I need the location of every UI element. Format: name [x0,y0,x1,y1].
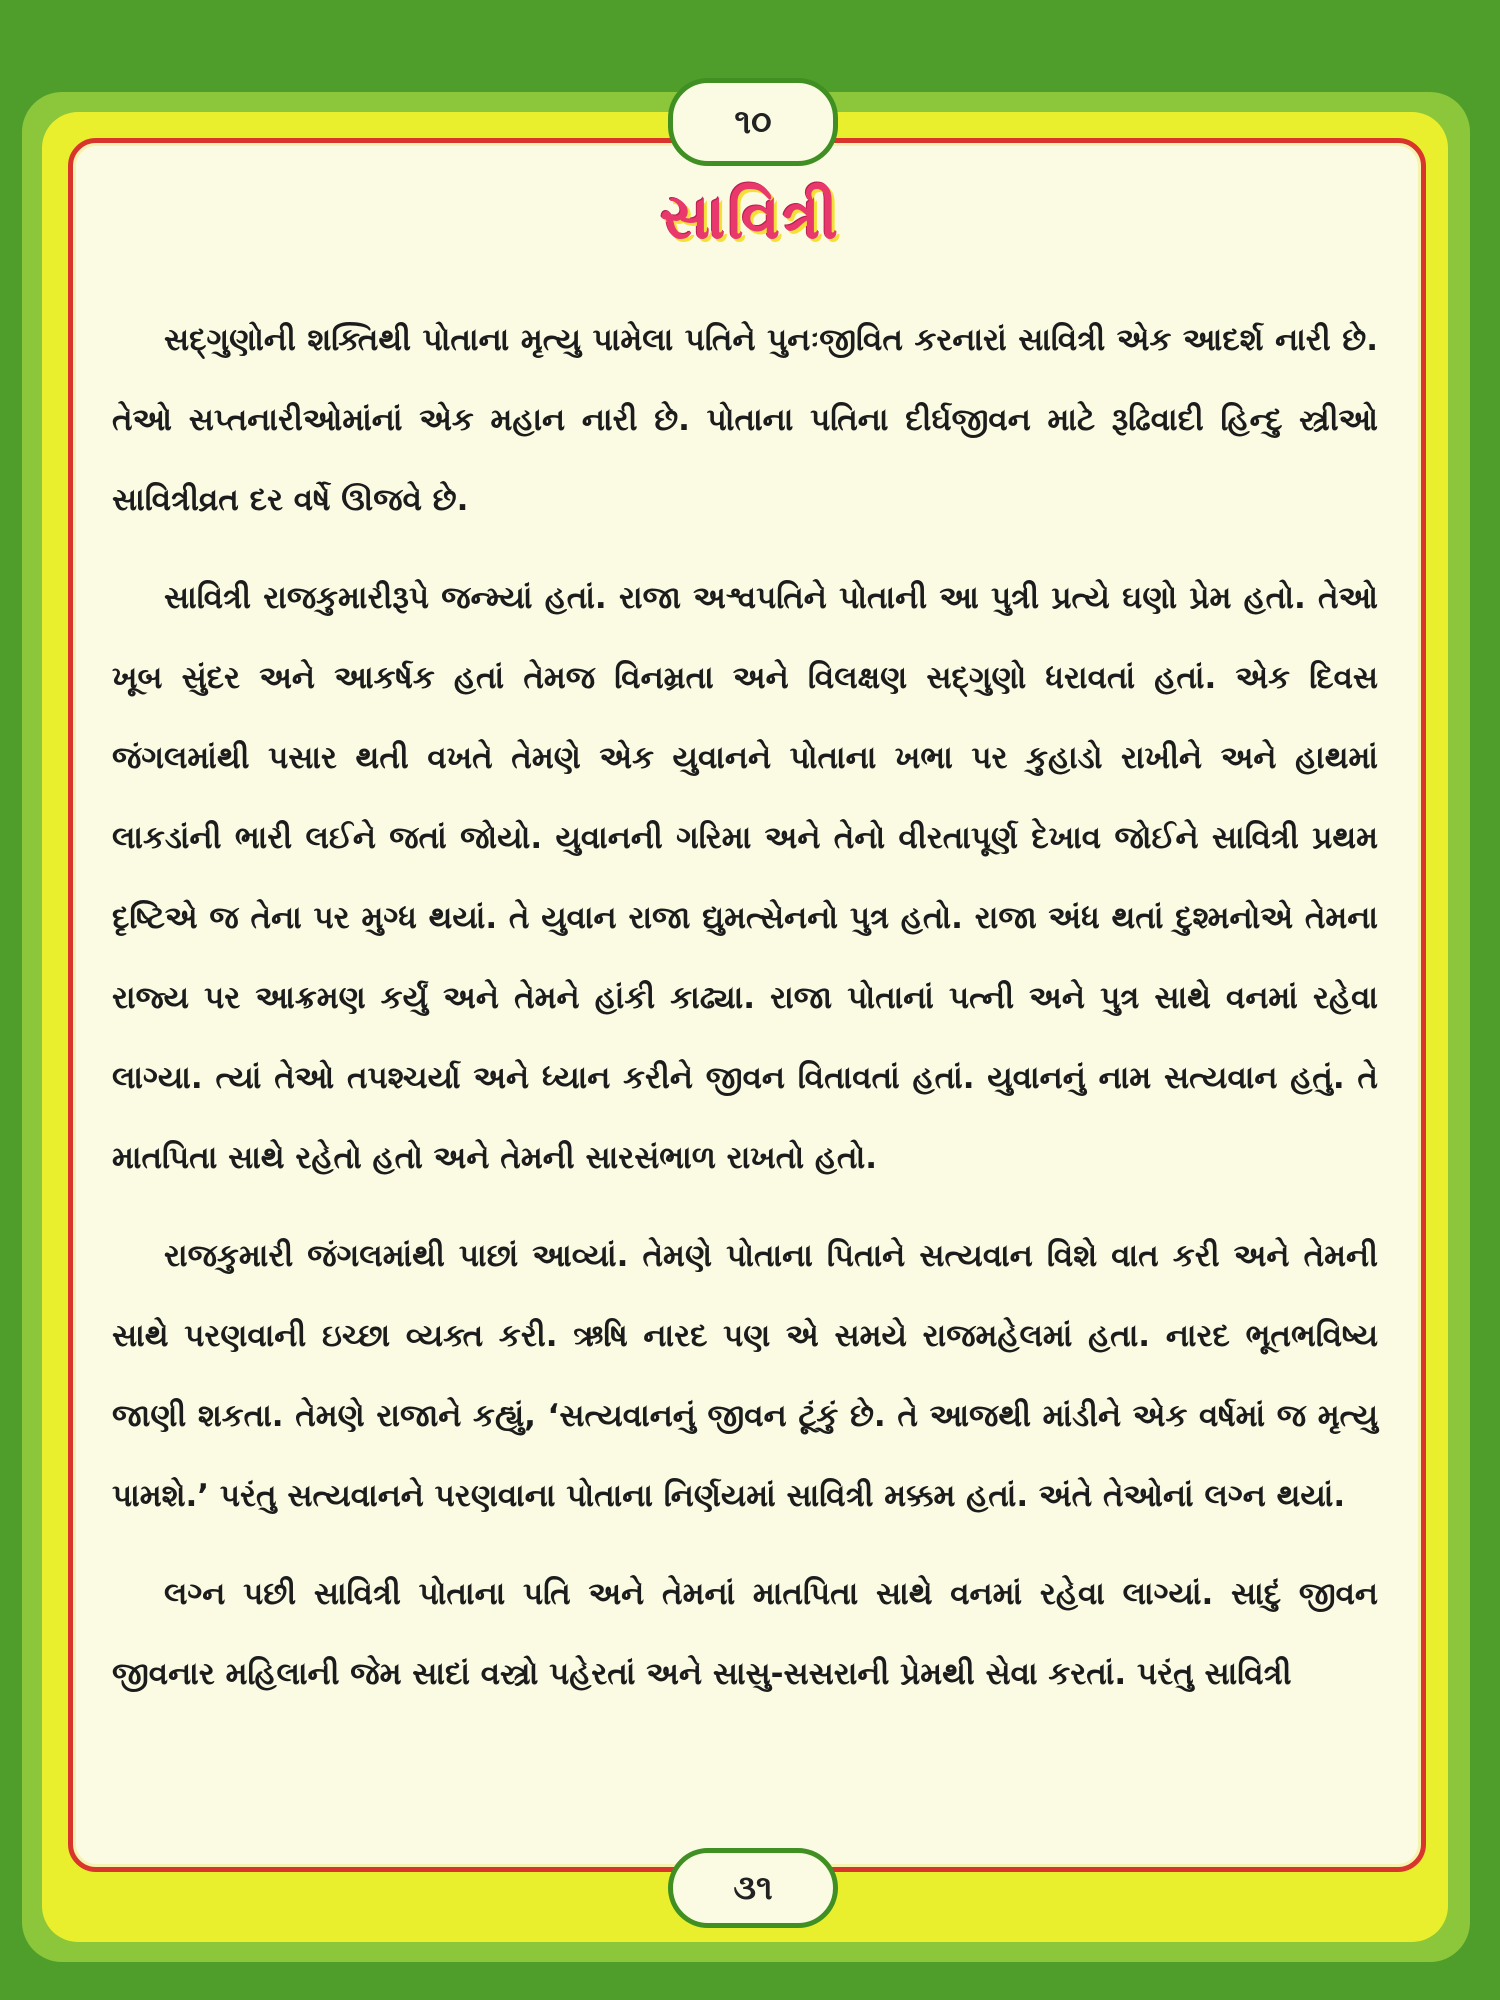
page-title: સાવિત્રી [660,180,840,253]
chapter-number-badge: ૧૦ [668,78,838,166]
paragraph-4: લગ્ન પછી સાવિત્રી પોતાના પતિ અને તેમનાં માતપિતા સાથે વનમાં રહેવા લાગ્યાં. સાદું જીવન જીવનાર મહિલાની જેમ સાદાં વસ્ત્રો પહેરતાં અને સાસુ-સસરાની પ્રેમથી સેવા કરતાં. પરંતુ સાવિત્રી [112,1576,1378,1692]
article-body [112,300,1378,1732]
page-number-badge: ૩૧ [668,1848,838,1928]
paragraph-2: સાવિત્રી રાજકુમારીરૂપે જન્મ્યાં હતાં. રાજા અશ્વપતિને પોતાની આ પુત્રી પ્રત્યે ઘણો પ્રેમ હતો. તેઓ ખૂબ સુંદર અને આકર્ષક હતાં તેમજ વિનમ્રતા અને વિલક્ષણ સદ્ગુણો ધરાવતાં હતાં. એક દિવસ જંગલમાંથી પસાર થતી વખતે તેમણે એક યુવાનને પોતાના ખભા પર કુહાડો રાખીને અને હાથમાં લાકડાંની ભારી લઈને જતાં જોયો. યુવાનની ગરિમા અને તેનો વીરતાપૂર્ણ દેખાવ જોઈને સાવિત્રી પ્રથમ દૃષ્ટિએ જ તેના પર મુગ્ધ થયાં. તે યુવાન રાજા દ્યુમત્સેનનો પુત્ર હતો. રાજા અંધ થતાં દુશ્મનોએ તેમના રાજ્ય પર આક્રમણ કર્યું અને તેમને હાંકી કાઢ્યા. રાજા પોતાનાં પત્ની અને પુત્ર સાથે વનમાં રહેવા લાગ્યા. ત્યાં તેઓ તપશ્ચર્યા અને ધ્યાન કરીને જીવન વિતાવતાં હતાં. યુવાનનું નામ સત્યવાન હતું. તે માતપિતા સાથે રહેતો હતો અને તેમની સારસંભાળ રાખતો હતો. [112,580,1378,1176]
paragraph-1: સદ્ગુણોની શક્તિથી પોતાના મૃત્યુ પામેલા પતિને પુનઃજીવિત કરનારાં સાવિત્રી એક આદર્શ નારી છે. તેઓ સપ્તનારીઓમાંનાં એક મહાન નારી છે. પોતાના પતિના દીર્ઘજીવન માટે રૂઢિવાદી હિન્દુ સ્ત્રીઓ સાવિત્રીવ્રત દર વર્ષે ઊજવે છે. [112,322,1378,518]
paragraph-3: રાજકુમારી જંગલમાંથી પાછાં આવ્યાં. તેમણે પોતાના પિતાને સત્યવાન વિશે વાત કરી અને તેમની સાથે પરણવાની ઇચ્છા વ્યક્ત કરી. ઋષિ નારદ પણ એ સમયે રાજમહેલમાં હતા. નારદ ભૂતભવિષ્ય જાણી શકતા. તેમણે રાજાને કહ્યું, ‘સત્યવાનનું જીવન ટૂંકું છે. તે આજથી માંડીને એક વર્ષમાં જ મૃત્યુ પામશે.’ પરંતુ સત્યવાનને પરણવાના પોતાના નિર્ણયમાં સાવિત્રી મક્કમ હતાં. અંતે તેઓનાં લગ્ન થયાં. [112,1238,1378,1514]
